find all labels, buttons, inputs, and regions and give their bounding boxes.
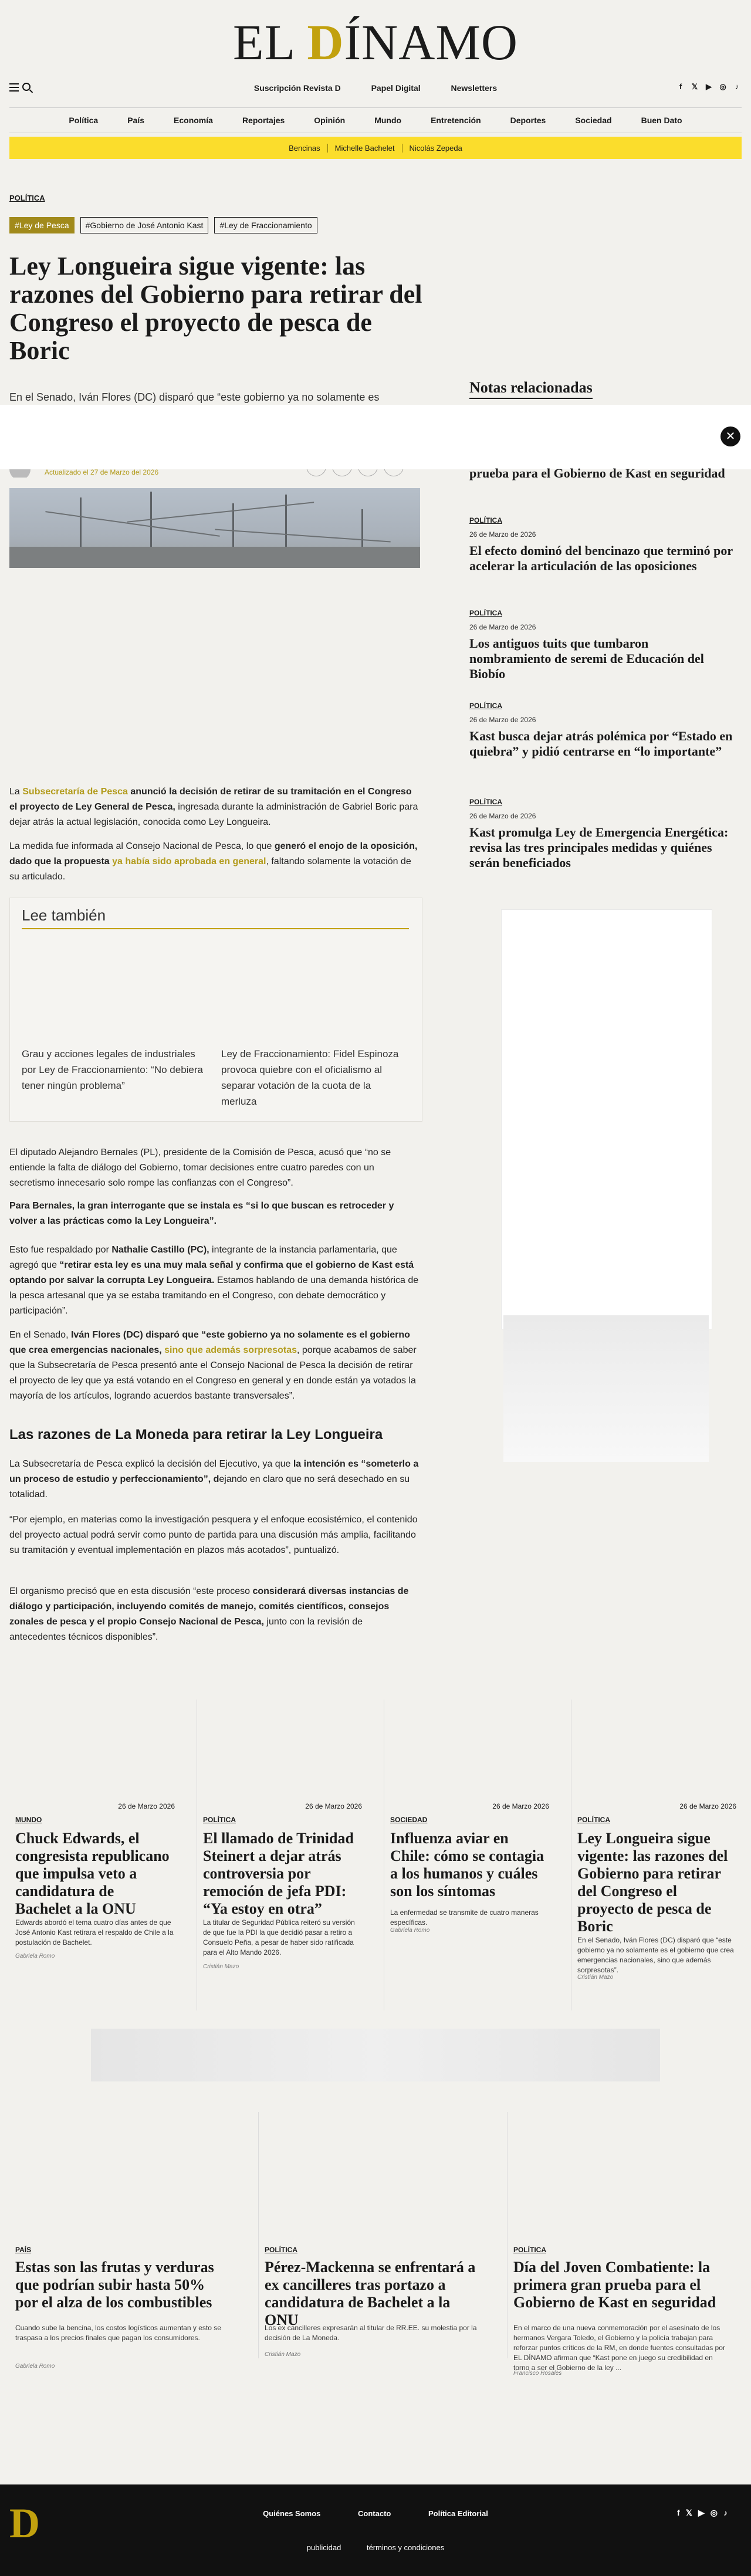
lee-tambien-item[interactable]: Grau y acciones legales de industriales por Ley de Fraccionamiento: “No debiera tener ningún problema” bbox=[22, 1048, 203, 1091]
share-x-icon[interactable] bbox=[332, 469, 352, 476]
news-card[interactable] bbox=[258, 2112, 493, 2358]
paragraph: Para Bernales, la gran interrogante que se instala es “si lo que buscan es retroceder y volver a las prácticas como la Ley Longueira”. bbox=[9, 1201, 394, 1226]
top-bar bbox=[9, 82, 742, 95]
card-excerpt: La titular de Seguridad Pública reiteró su versión de que fue la PDI la que decidió pasar a retiro a Consuelo Peña, a pesar de haber sido ratificada para el Alto Mando 2026. bbox=[203, 1918, 355, 1956]
related-item[interactable] bbox=[469, 798, 733, 871]
logo-dinamo: ÍNAMO bbox=[344, 14, 518, 70]
card-author: Cristián Mazo bbox=[265, 2351, 301, 2358]
social-links bbox=[676, 82, 742, 92]
card-excerpt: Los ex cancilleres expresarán al titular de RR.EE. su molestia por la decisión de La Moneda. bbox=[265, 2324, 477, 2342]
article-lead: En el Senado, Iván Flores (DC) disparó que “este gobierno ya no solamente es bbox=[9, 391, 380, 403]
author-avatar bbox=[9, 469, 31, 478]
facebook-icon[interactable]: f bbox=[677, 2508, 680, 2517]
related-category[interactable]: POLÍTICA bbox=[469, 609, 502, 617]
nav-deportes[interactable]: Deportes bbox=[510, 116, 546, 125]
related-title[interactable]: Kast busca dejar atrás polémica por “Estado en quiebra” y pidió centrarse en “lo importante” bbox=[469, 729, 733, 759]
paragraph: El organismo precisó que en esta discusión “este proceso considerará diversas instancias de diálogo y participación, incluyendo comités de manejo, comités científicos, consejos zonales de pesca y el propio Consejo Nacional de Pesca, junto con la revisión de antecedentes técnicos disponibles”. bbox=[9, 1586, 409, 1642]
top-link-papel[interactable]: Papel Digital bbox=[371, 83, 421, 93]
card-excerpt: En el Senado, Iván Flores (DC) disparó que “este gobierno ya no solamente es el gobierno que crea emergencias nacionales, sino que además sorpresotas”. bbox=[577, 1936, 734, 1974]
related-category[interactable]: POLÍTICA bbox=[469, 702, 502, 710]
lee-tambien-box bbox=[9, 898, 422, 1122]
nav-sociedad[interactable]: Sociedad bbox=[575, 116, 612, 125]
card-author: Cristián Mazo bbox=[203, 1964, 239, 1970]
card-excerpt: Edwards abordó el tema cuatro días antes de que José Antonio Kast retirara el respaldo de Chile a la postulación de Bachelet. bbox=[15, 1918, 174, 1947]
logo-d: D bbox=[307, 14, 344, 70]
more-news-row-2 bbox=[9, 2112, 742, 2377]
paragraph: La Subsecretaría de Pesca anunció la decisión de retirar de su tramitación en el Congreso el proyecto de Ley General de Pesca, ingresada durante la administración de Gabriel Boric para dejar atrás la actual legislación, conocida como Ley Longueira. bbox=[9, 787, 418, 827]
link-sorpresotas[interactable]: sino que además sorpresotas bbox=[164, 1345, 297, 1355]
card-category[interactable]: POLÍTICA bbox=[203, 1816, 236, 1824]
footer-link-contacto[interactable]: Contacto bbox=[358, 2509, 391, 2518]
tiktok-icon[interactable]: ♪ bbox=[723, 2508, 728, 2517]
top-links bbox=[9, 83, 742, 93]
paragraph: Esto fue respaldado por Nathalie Castillo (PC), integrante de la instancia parlamentaria, que agregó que “retirar esta ley es una muy mala señal y confirma que el gobierno de Kast está optando por salvar la corrupta Ley Longueira. Estamos hablando de una demanda histórica de la pesca artesanal que ya se estaba tramitando en el Congreso, con debate democrático y participación”. bbox=[9, 1245, 419, 1316]
card-date: 26 de Marzo 2026 bbox=[679, 1802, 736, 1810]
nav-entretencion[interactable]: Entretención bbox=[431, 116, 481, 125]
youtube-icon[interactable]: ▶ bbox=[698, 2508, 705, 2517]
share-link-icon[interactable] bbox=[384, 469, 404, 476]
lee-tambien-title: Lee también bbox=[22, 906, 409, 929]
tag-chip[interactable]: #Ley de Pesca bbox=[9, 217, 75, 233]
card-title[interactable]: Ley Longueira sigue vigente: las razones del Gobierno para retirar del Congreso el proyecto de pesca de Boric bbox=[577, 1830, 728, 1935]
share-whatsapp-icon[interactable] bbox=[358, 469, 378, 476]
ad-band bbox=[91, 2029, 660, 2081]
card-excerpt: La enfermedad se transmite de cuatro maneras específicas. bbox=[390, 1908, 539, 1927]
footer-links bbox=[0, 2509, 751, 2518]
footer bbox=[0, 2484, 751, 2576]
trending-bachelet[interactable]: Michelle Bachelet bbox=[328, 144, 402, 153]
article-kicker[interactable]: POLÍTICA bbox=[9, 194, 45, 202]
related-date: 26 de Marzo de 2026 bbox=[469, 716, 536, 724]
card-author: Francisco Rosales bbox=[513, 2370, 562, 2377]
nav-opinion[interactable]: Opinión bbox=[314, 116, 346, 125]
news-card[interactable] bbox=[384, 1700, 554, 2010]
related-item[interactable] bbox=[469, 702, 733, 759]
section-heading: Las razones de La Moneda para retirar la Ley Longueira bbox=[9, 1427, 383, 1443]
card-author: Cristián Mazo bbox=[577, 1974, 614, 1981]
updated-date: Actualizado el 27 de Marzo del 2026 bbox=[45, 469, 159, 476]
tiktok-icon[interactable]: ♪ bbox=[735, 82, 739, 91]
nav-economia[interactable]: Economía bbox=[174, 116, 213, 125]
news-card[interactable] bbox=[197, 1700, 367, 2010]
footer-links-2 bbox=[0, 2543, 751, 2552]
card-date: 26 de Marzo 2026 bbox=[305, 1802, 362, 1810]
link-subsecretaria[interactable]: Subsecretaría de Pesca bbox=[22, 787, 128, 797]
news-card[interactable] bbox=[571, 1700, 741, 2010]
footer-social bbox=[677, 2508, 728, 2518]
card-author: Gabriela Romo bbox=[15, 2363, 55, 2369]
nav-mundo[interactable]: Mundo bbox=[374, 116, 402, 125]
related-title[interactable]: El efecto dominó del bencinazo que terminó por acelerar la articulación de las oposiciones bbox=[469, 543, 733, 573]
trending-bar bbox=[9, 137, 742, 159]
facebook-icon[interactable]: f bbox=[679, 82, 682, 91]
close-ad-button[interactable]: ✕ bbox=[720, 426, 740, 446]
card-title[interactable]: El llamado de Trinidad Steinert a dejar atrás controversia por remoción de jefa PDI: “Ya estoy en otra” bbox=[203, 1830, 354, 1917]
x-icon[interactable]: 𝕏 bbox=[685, 2508, 692, 2517]
nav-reportajes[interactable]: Reportajes bbox=[242, 116, 285, 125]
card-category[interactable]: POLÍTICA bbox=[513, 2246, 546, 2254]
byline bbox=[9, 469, 432, 478]
top-link-newsletters[interactable]: Newsletters bbox=[451, 83, 498, 93]
related-title[interactable]: Los antiguos tuits que tumbaron nombramiento de seremi de Educación del Biobío bbox=[469, 636, 704, 681]
card-date: 26 de Marzo 2026 bbox=[118, 1802, 175, 1810]
card-date: 26 de Marzo 2026 bbox=[492, 1802, 549, 1810]
related-item[interactable] bbox=[469, 516, 733, 574]
related-title[interactable]: prueba para el Gobierno de Kast en seguridad bbox=[469, 466, 725, 480]
card-excerpt: Cuando sube la bencina, los costos logísticos aumentan y esto se traspasa a los precios finales que pagan los consumidores. bbox=[15, 2324, 221, 2342]
instagram-icon[interactable]: ◎ bbox=[710, 2508, 718, 2517]
card-category[interactable]: MUNDO bbox=[15, 1816, 42, 1824]
card-title[interactable]: Influenza aviar en Chile: cómo se contagia a los humanos y cuáles son los síntomas bbox=[390, 1830, 544, 1900]
card-author: Gabriela Romo bbox=[15, 1953, 55, 1959]
related-category[interactable]: POLÍTICA bbox=[469, 516, 502, 524]
trending-bencinas[interactable]: Bencinas bbox=[282, 144, 327, 153]
card-category[interactable]: POLÍTICA bbox=[577, 1816, 610, 1824]
article-title: Ley Longueira sigue vigente: las razones del Gobierno para retirar del Congreso el proyecto de pesca de Boric bbox=[9, 252, 422, 365]
sidebar-ad bbox=[501, 909, 712, 1329]
card-author: Gabriela Romo bbox=[390, 1927, 430, 1934]
card-title[interactable]: Estas son las frutas y verduras que podrían subir hasta 50% por el alza de los combustibles bbox=[15, 2259, 214, 2311]
footer-link-politica[interactable]: Política Editorial bbox=[428, 2509, 488, 2518]
card-title[interactable]: Chuck Edwards, el congresista republicano que impulsa veto a candidatura de Bachelet a la ONU bbox=[15, 1830, 170, 1917]
card-category[interactable]: PAÍS bbox=[15, 2246, 32, 2254]
related-heading: Notas relacionadas bbox=[469, 379, 593, 399]
nav-politica[interactable]: Política bbox=[69, 116, 99, 125]
related-date: 26 de Marzo de 2026 bbox=[469, 623, 536, 631]
footer-link-publicidad[interactable]: publicidad bbox=[306, 2543, 341, 2552]
nav-buen-dato[interactable]: Buen Dato bbox=[641, 116, 682, 125]
more-news-row bbox=[9, 1700, 742, 2010]
footer-link-quienes[interactable]: Quiénes Somos bbox=[263, 2509, 321, 2518]
sidebar-ad-2 bbox=[503, 1315, 709, 1462]
logo-el: EL bbox=[233, 14, 307, 70]
article-photo bbox=[9, 488, 420, 568]
footer-logo[interactable]: D bbox=[9, 2500, 40, 2547]
footer-link-terminos[interactable]: términos y condiciones bbox=[366, 2543, 445, 2552]
paragraph: La Subsecretaría de Pesca explicó la decisión del Ejecutivo, ya que la intención es “someterlo a un proceso de estudio y perfeccionamiento”, dejando en claro que no será desechado en su totalidad. bbox=[9, 1459, 419, 1499]
paragraph: La medida fue informada al Consejo Nacional de Pesca, lo que generó el enojo de la oposición, dado que la propuesta ya había sido aprobada en general, faltando solamente la votación de su articulado. bbox=[9, 841, 418, 882]
paragraph: “Por ejemplo, en materias como la investigación pesquera y el enfoque ecosistémico, el contenido del proyecto actual podrá servir como punto de partida para una discusión más amplia, facilitando su tramitación y eventual implementación en plazos más acotados”, puntualizó. bbox=[9, 1515, 418, 1555]
lee-tambien-item[interactable]: Ley de Fraccionamiento: Fidel Espinoza provoca quiebre con el oficialismo al separar votación de la cuota de la merluza bbox=[221, 1048, 399, 1107]
related-category[interactable]: POLÍTICA bbox=[469, 798, 502, 806]
ad-banner bbox=[0, 405, 751, 469]
top-link-revista[interactable]: Suscripción Revista D bbox=[253, 83, 341, 93]
tag-chip[interactable]: #Ley de Fraccionamiento bbox=[214, 217, 317, 233]
related-title[interactable]: Kast promulga Ley de Emergencia Energética: revisa las tres principales medidas y quiénes serán beneficiados bbox=[469, 825, 729, 870]
site-logo[interactable] bbox=[0, 13, 751, 72]
nav-pais[interactable]: País bbox=[127, 116, 145, 125]
card-excerpt: En el marco de una nueva conmemoración por el asesinato de los hermanos Vergara Toledo, el Gobierno y la policía trabajan para reforzar puntos críticos de la RM, en donde fuentes consultadas por EL DÍNAMO afirman que “Kast pone en juego su credibilidad en torno a ser el Gobierno de la ley ... bbox=[513, 2324, 725, 2372]
news-card[interactable] bbox=[9, 1700, 180, 2010]
card-category[interactable]: SOCIEDAD bbox=[390, 1816, 428, 1824]
paragraph: El diputado Alejandro Bernales (PL), presidente de la Comisión de Pesca, acusó que “no se entiende la falta de diálogo del Gobierno, tomar decisiones entre cuatro paredes con un secretismo innecesario solo rompe las confianzas con el Congreso”. bbox=[9, 1147, 391, 1188]
link-aprobada[interactable]: ya había sido aprobada en general bbox=[112, 857, 266, 866]
card-title[interactable]: Día del Joven Combatiente: la primera gran prueba para el Gobierno de Kast en seguridad bbox=[513, 2259, 716, 2311]
paragraph: En el Senado, Iván Flores (DC) disparó que “este gobierno ya no solamente es el gobierno que crea emergencias nacionales, sino que además sorpresotas, porque acabamos de saber que la Subsecretaría de Pesca presentó ante el Consejo Nacional de Pesca la decisión de retirar el proyecto de ley que ya está votando en el Congreso en general y en donde están ya votados la mayoría de los artículos, logrando acuerdos bastante transversales”. bbox=[9, 1330, 417, 1401]
card-title[interactable]: Pérez-Mackenna se enfrentará a ex cancilleres tras portazo a candidatura de Bachelet a la ONU bbox=[265, 2259, 476, 2328]
instagram-icon[interactable]: ◎ bbox=[719, 82, 726, 91]
related-date: 26 de Marzo de 2026 bbox=[469, 812, 536, 820]
youtube-icon[interactable]: ▶ bbox=[706, 82, 712, 91]
news-card[interactable] bbox=[507, 2112, 742, 2377]
card-category[interactable]: POLÍTICA bbox=[265, 2246, 297, 2254]
related-date: 26 de Marzo de 2026 bbox=[469, 530, 536, 539]
tag-chip[interactable]: #Gobierno de José Antonio Kast bbox=[80, 217, 209, 233]
article-tags bbox=[9, 217, 317, 233]
x-icon[interactable]: 𝕏 bbox=[691, 82, 698, 91]
share-facebook-icon[interactable] bbox=[306, 469, 326, 476]
related-item[interactable] bbox=[469, 609, 733, 682]
main-nav bbox=[9, 107, 742, 133]
news-card[interactable] bbox=[9, 2112, 244, 2369]
trending-zepeda[interactable]: Nicolás Zepeda bbox=[409, 143, 462, 153]
related-item[interactable] bbox=[469, 461, 733, 481]
